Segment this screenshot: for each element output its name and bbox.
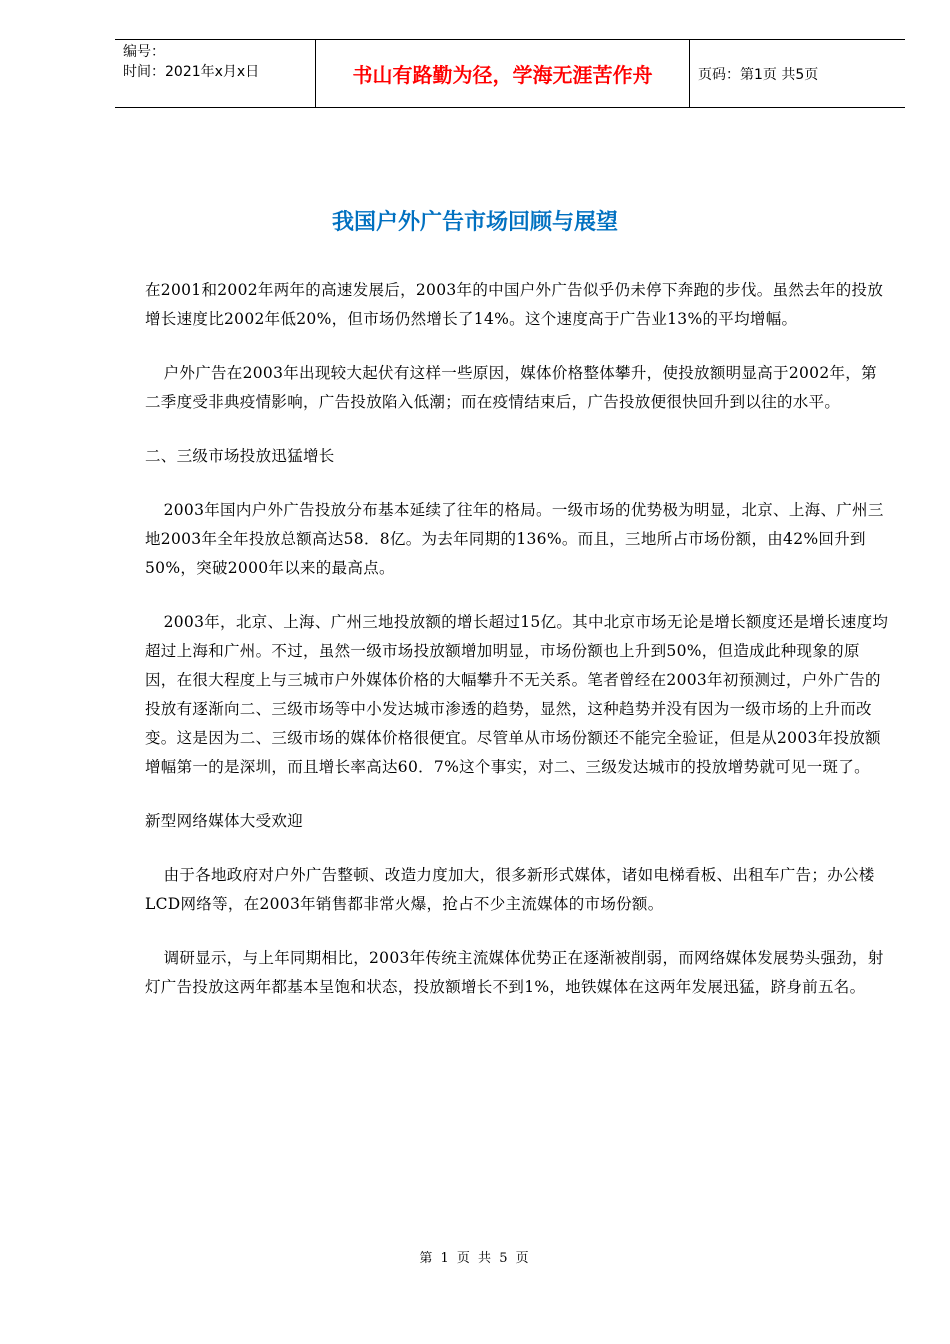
section-heading-network-media: 新型网络媒体大受欢迎	[145, 812, 304, 830]
paragraph-intro: 在2001和2002年两年的高速发展后，2003年的中国户外广告似乎仍未停下奔跑的步伐。虽然去年的投放增长速度比2002年低20%，但市场仍然增长了14%。这个速度高于广告业13%的平均增幅。	[145, 281, 884, 328]
document-body	[145, 276, 890, 1027]
page-footer: 第 1 页 共 5 页	[419, 1251, 531, 1266]
section-heading-market-growth: 二、三级市场投放迅猛增长	[145, 447, 335, 465]
header-page-info: 页码：第1页 共5页	[698, 66, 819, 83]
header-meta	[115, 40, 316, 107]
paragraph-distribution: 2003年国内户外广告投放分布基本延续了往年的格局。一级市场的优势极为明显，北京、上海、广州三地2003年全年投放总额高达58．8亿。为去年同期的136%。而且，三地所占市场份额，由42%回升到50%，突破2000年以来的最高点。	[145, 501, 884, 577]
header-motto: 书山有路勤为径，学海无涯苦作舟	[316, 40, 690, 107]
paragraph-fluctuation: 户外广告在2003年出现较大起伏有这样一些原因，媒体价格整体攀升，使投放额明显高于2002年，第二季度受非典疫情影响，广告投放陷入低潮；而在疫情结束后，广告投放便很快回升到以往的水平。	[145, 364, 877, 411]
paragraph-growth-analysis: 2003年，北京、上海、广州三地投放额的增长超过15亿。其中北京市场无论是增长额度还是增长速度均超过上海和广州。不过，虽然一级市场投放额增加明显，市场份额也上升到50%，但造成此种现象的原因，在很大程度上与三城市户外媒体价格的大幅攀升不无关系。笔者曾经在2003年初预测过，户外广告的投放有逐渐向二、三级市场等中小发达城市渗透的趋势，显然，这种趋势并没有因为一级市场的上升而改变。这是因为二、三级市场的媒体价格很便宜。尽管单从市场份额还不能完全验证，但是从2003年投放额增幅第一的是深圳，而且增长率高达60．7%这个事实，对二、三级发达城市的投放增势就可见一斑了。	[145, 613, 889, 776]
document-time: 时间：2021年x月x日	[123, 64, 260, 80]
page-header	[115, 39, 905, 108]
paragraph-new-media: 由于各地政府对户外广告整顿、改造力度加大，很多新形式媒体，诸如电梯看板、出租车广告；办公楼LCD网络等，在2003年销售都非常火爆，抢占不少主流媒体的市场份额。	[145, 866, 875, 913]
paragraph-research: 调研显示，与上年同期相比，2003年传统主流媒体优势正在逐渐被削弱，而网络媒体发展势头强劲，射灯广告投放这两年都基本呈饱和状态，投放额增长不到1%，地铁媒体在这两年发展迅猛，跻身前五名。	[145, 949, 884, 996]
document-number: 编号：	[123, 44, 165, 60]
document-title: 我国户外广告市场回顾与展望	[331, 210, 618, 235]
